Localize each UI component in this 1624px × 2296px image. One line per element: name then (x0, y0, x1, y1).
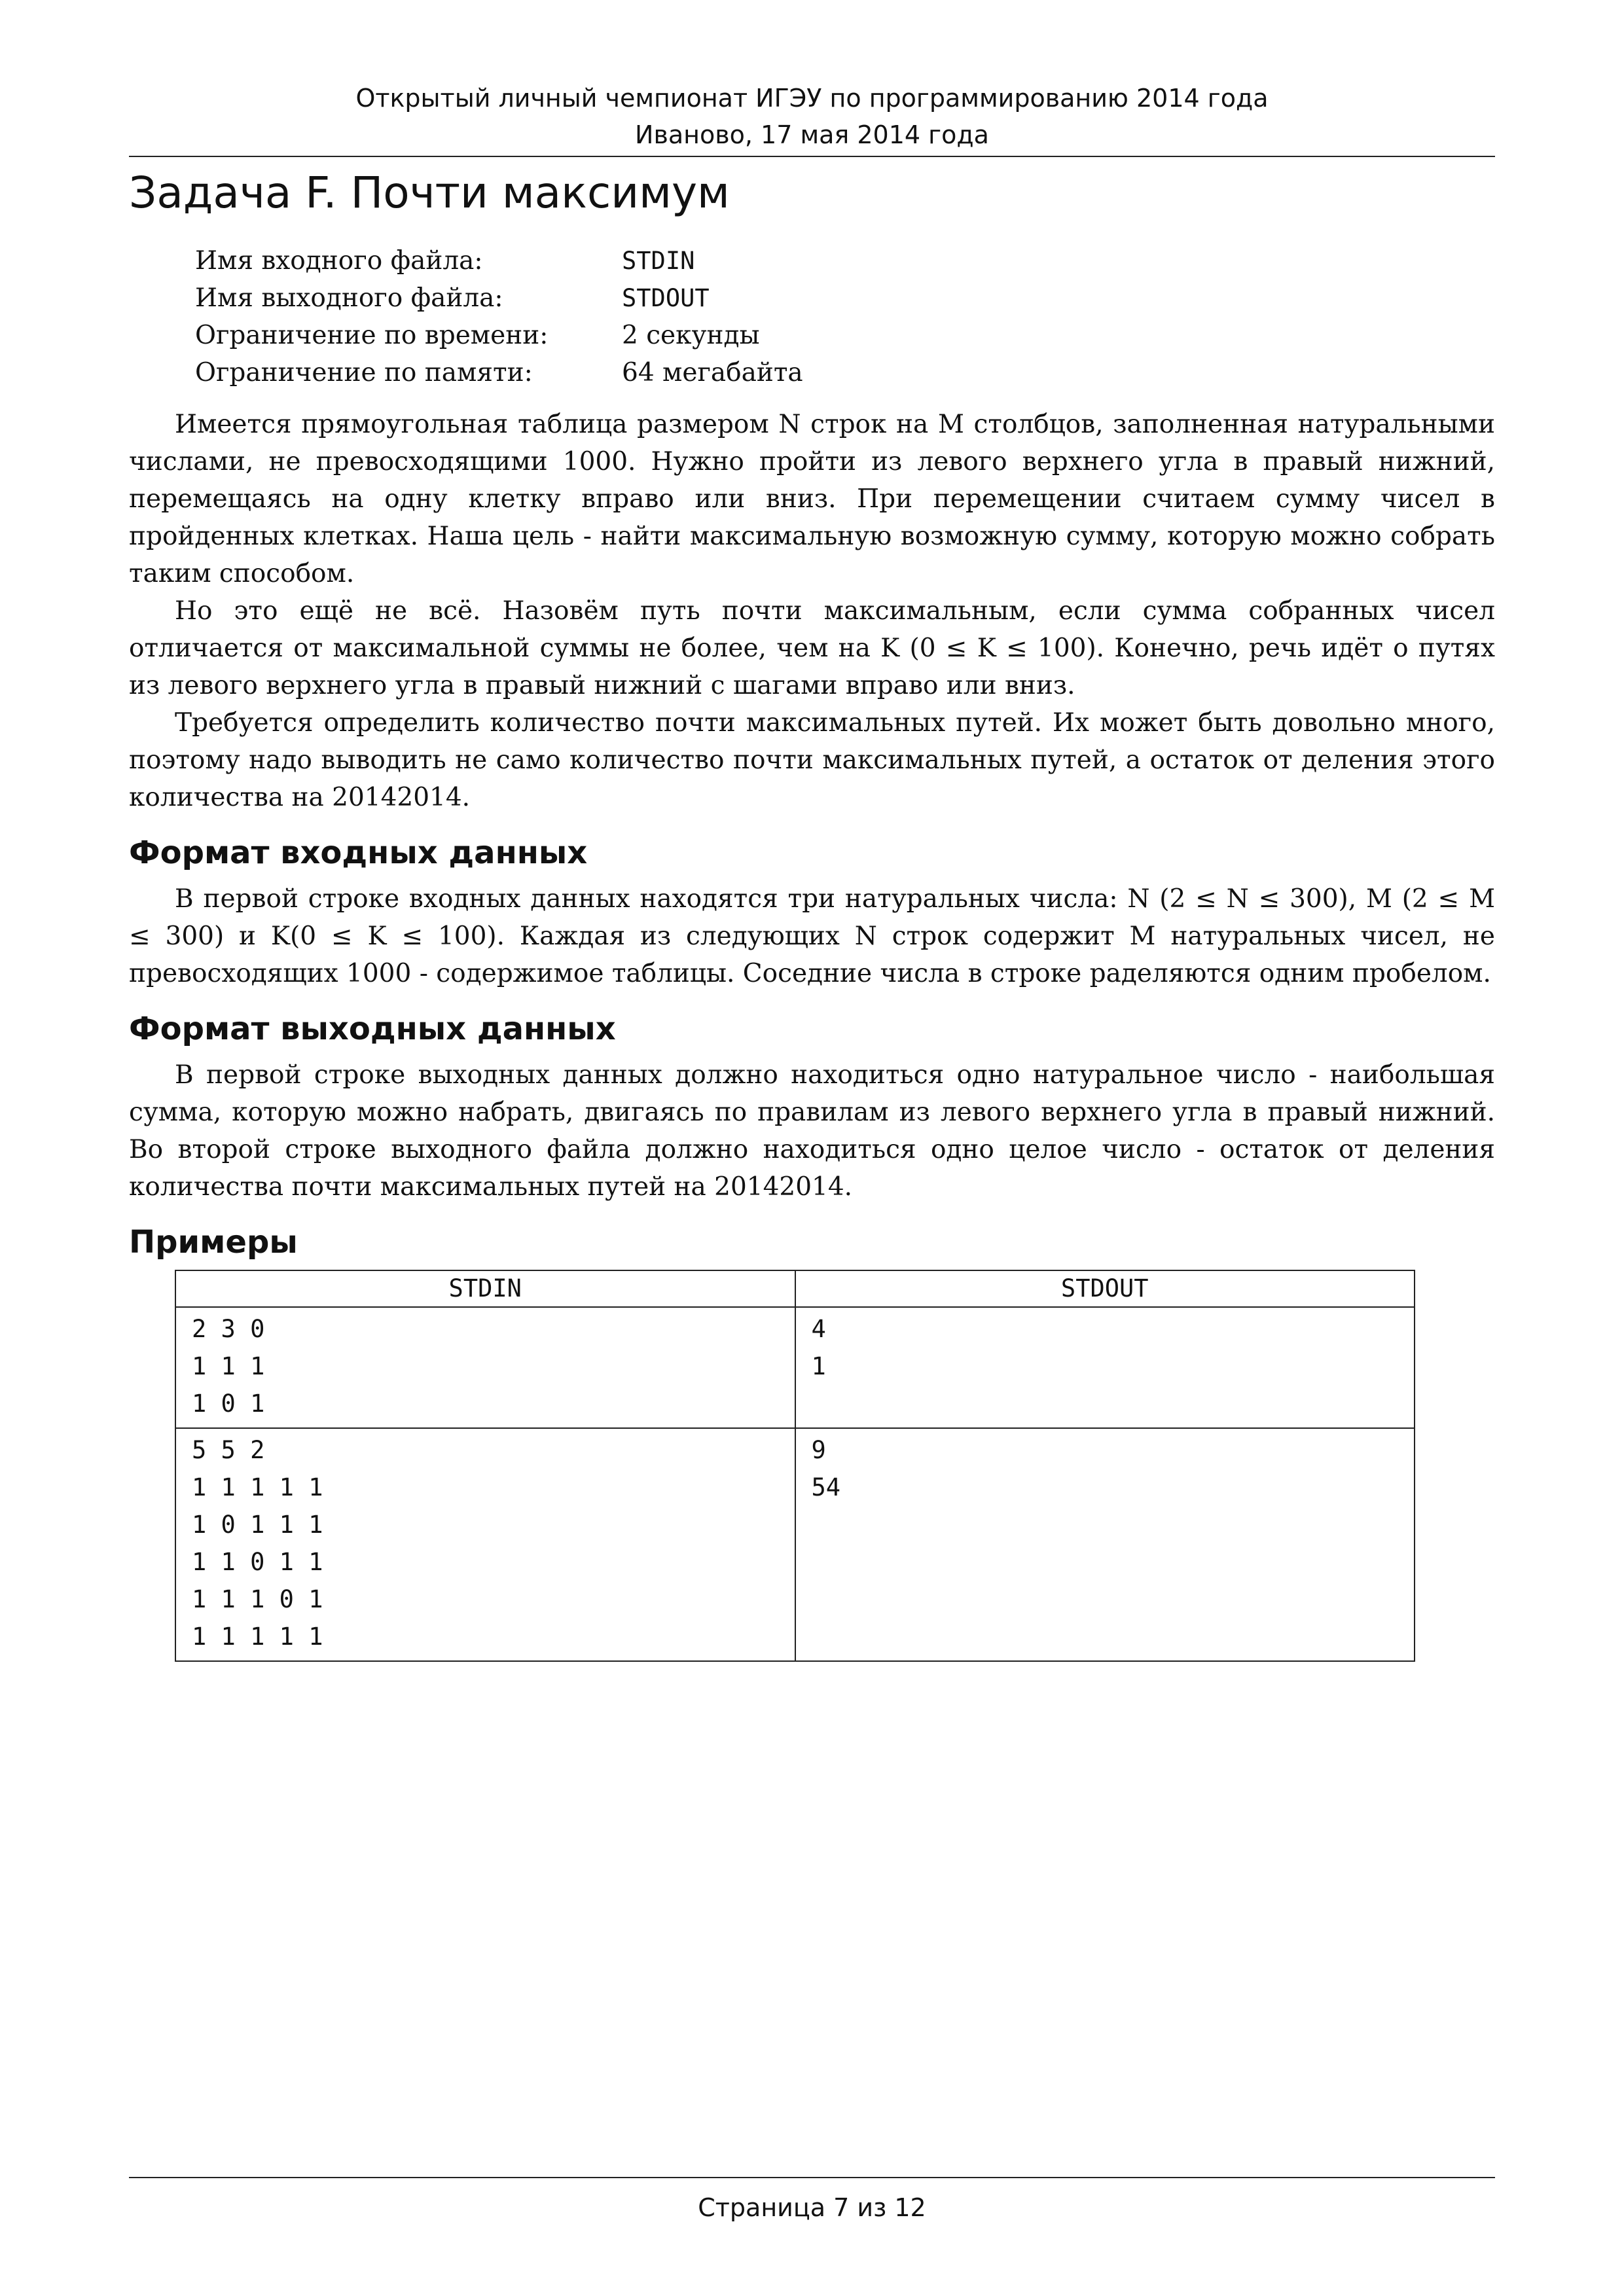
problem-body (129, 406, 1495, 1662)
statement-paragraph: Требуется определить количество почти максимальных путей. Их может быть довольно много, поэтому надо выводить не само количество почти максимальных путей, а остаток от деления этого количества на 20142014. (129, 708, 1495, 812)
example-line: 5 5 2 (192, 1436, 265, 1464)
examples-header-row (175, 1270, 1415, 1307)
limits-value: 64 мегабайта (622, 358, 803, 387)
example-line: 1 1 1 0 1 (192, 1585, 323, 1613)
examples-header-stdout: STDOUT (795, 1270, 1415, 1307)
output-format-text: В первой строке выходных данных должно находиться одно натуральное число - наибольшая сумма, которую можно набрать, двигаясь по правилам из левого верхнего угла в правый нижний. Во второй строке выходного файла должно находиться одно целое число - остаток от деления количества почти максимальных путей на 20142014. (129, 1060, 1495, 1202)
limits-label: Имя входного файла: (195, 246, 483, 276)
problem-title: Задача F. Почти максимум (129, 168, 730, 218)
limits-row-memory (195, 354, 803, 391)
limits-label: Ограничение по времени: (195, 321, 549, 350)
output-format-heading: Формат выходных данных (129, 1011, 616, 1047)
example-input-cell (175, 1307, 795, 1428)
page-header (129, 80, 1495, 153)
example-row (175, 1307, 1415, 1428)
limits-value: STDIN (622, 247, 695, 275)
input-format-heading: Формат входных данных (129, 834, 588, 871)
statement-paragraph: Но это ещё не всё. Назовём путь почти максимальным, если сумма собранных чисел отличается от максимальной суммы не более, чем на K (0 ≤ K ≤ 100). Конечно, речь идёт о путях из левого верхнего угла в правый нижний с шагами вправо или вниз. (129, 596, 1495, 700)
limits-label: Имя выходного файла: (195, 283, 503, 313)
header-date-place: Иваново, 17 мая 2014 года (635, 120, 989, 149)
example-line: 1 0 1 (192, 1390, 265, 1418)
input-format-text: В первой строке входных данных находятся три натуральных числа: N (2 ≤ N ≤ 300), M (2 ≤ M ≤ 300) и K(0 ≤ K ≤ 100). Каждая из следующих N строк содержит M натуральных чисел, не превосходящих 1000 - содержимое таблицы. Соседние числа в строке раделяются одним пробелом. (129, 884, 1495, 988)
limits-row-input-file (195, 242, 803, 279)
example-line: 2 3 0 (192, 1315, 265, 1343)
example-line: 1 1 1 1 1 (192, 1623, 323, 1651)
limits-value: STDOUT (622, 284, 710, 312)
example-line: 9 (811, 1436, 826, 1464)
example-line: 1 0 1 1 1 (192, 1511, 323, 1539)
problem-limits-table (195, 242, 803, 391)
example-input-cell (175, 1428, 795, 1661)
examples-table (175, 1270, 1415, 1662)
limits-row-output-file (195, 279, 803, 317)
example-line: 54 (811, 1473, 841, 1501)
examples-heading: Примеры (129, 1224, 298, 1261)
header-contest-name: Открытый личный чемпионат ИГЭУ по программированию 2014 года (355, 84, 1269, 113)
page-number: Страница 7 из 12 (698, 2193, 926, 2222)
example-output-cell (795, 1428, 1415, 1661)
examples-header-stdin: STDIN (175, 1270, 795, 1307)
example-line: 1 (811, 1352, 826, 1380)
example-output-cell (795, 1307, 1415, 1428)
footer-divider (129, 2177, 1495, 2178)
example-line: 1 1 1 (192, 1352, 265, 1380)
limits-value: 2 секунды (622, 321, 760, 350)
example-line: 1 1 1 1 1 (192, 1473, 323, 1501)
example-line: 1 1 0 1 1 (192, 1548, 323, 1576)
limits-row-time (195, 317, 803, 354)
example-line: 4 (811, 1315, 826, 1343)
header-divider (129, 156, 1495, 157)
example-row (175, 1428, 1415, 1661)
statement-paragraph: Имеется прямоугольная таблица размером N строк на M столбцов, заполненная натуральными числами, не превосходящими 1000. Нужно пройти из левого верхнего угла в правый нижний, перемещаясь на одну клетку вправо или вниз. При перемещении считаем сумму чисел в пройденных клетках. Наша цель - найти максимальную возможную сумму, которую можно собрать таким способом. (129, 410, 1495, 588)
limits-label: Ограничение по памяти: (195, 358, 533, 387)
